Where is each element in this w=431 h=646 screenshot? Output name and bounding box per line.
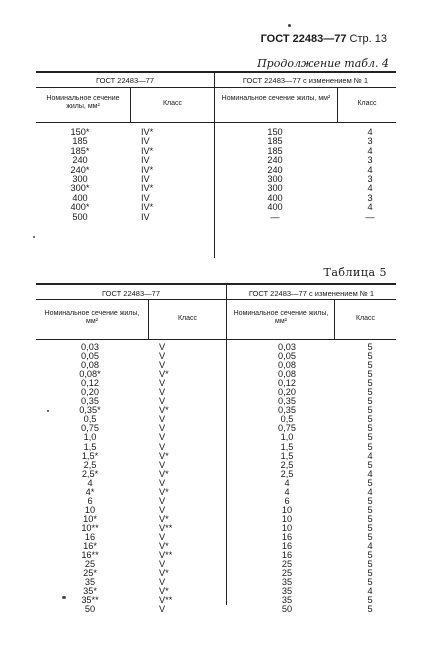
table-row: 25* V* 25 5 [83, 568, 373, 579]
group-header-left: ГОСТ 22483—77 [95, 76, 154, 85]
table-row: 2,5* V* 2,5 4 [81, 468, 373, 479]
column-header-section: Номинальное сечение жилы, мм² [46, 95, 120, 111]
table-row: 0,35 V 0,35 5 [81, 396, 373, 407]
table-row: 300* IV* 300 4 [70, 183, 373, 194]
group-header-right: ГОСТ 22483—77 с изменением № 1 [242, 76, 369, 85]
column-header-class: Класс [177, 315, 198, 322]
table-row: 2,5 V 2,5 5 [83, 459, 373, 470]
table-top-rule [36, 71, 396, 73]
table-row: 0,12 V 0,12 5 [81, 378, 373, 389]
table-row: 4 V 4 5 [87, 477, 373, 488]
print-speck [62, 596, 66, 599]
group-rule [36, 87, 396, 88]
table-row: 16** V** 16 5 [81, 550, 373, 561]
header-rule [36, 122, 396, 123]
table-row: 6 V 6 5 [87, 495, 373, 506]
table-row: 185* IV* 185 4 [70, 145, 373, 156]
page-number: Стр. 13 [349, 33, 387, 45]
table-row: 0,75 V 0,75 5 [81, 423, 373, 434]
table-row: 1,5* V* 1,5 4 [81, 450, 373, 461]
table-row: 0,03 V 0,03 5 [81, 342, 373, 352]
table-row: 150* IV* 150 4 [70, 127, 373, 137]
column-header-section: Номинальное сечение жилы, мм² [44, 310, 140, 326]
table-row: 25 V 25 5 [84, 559, 373, 570]
table-row: 0,5 V 0,5 5 [83, 414, 373, 425]
table-row: 240* IV* 240 4 [70, 164, 373, 175]
header-rule [36, 339, 396, 340]
standard-number: ГОСТ 22483—77 [260, 33, 347, 45]
table-row: 0,08* V* 0,08 5 [79, 369, 373, 380]
table-row: 300 IV 300 3 [72, 173, 373, 184]
table-row: 0,08 V 0,08 5 [81, 360, 373, 371]
table-row: 4* V* 4 4 [85, 486, 373, 497]
print-speck [47, 410, 49, 412]
page-header [261, 33, 387, 45]
group-header-left: ГОСТ 22483—77 [101, 289, 160, 298]
table-row: 35 V 35 5 [84, 577, 373, 588]
group-header-right: ГОСТ 22483—77 с изменением № 1 [248, 289, 375, 298]
table-row: 1,5 V 1,5 5 [83, 441, 373, 452]
table-top-rule [36, 283, 396, 285]
table-row: 400* IV* 400 4 [70, 202, 373, 213]
table-body [40, 128, 392, 222]
table-5-title: Таблица 5 [323, 266, 387, 279]
table-row: 10* V* 10 5 [83, 513, 373, 524]
column-header-section: Номинальное сечение жилы, мм² [233, 310, 329, 326]
table-row: 500 IV — — [72, 211, 375, 222]
table-row: 16* V* 16 4 [83, 541, 373, 552]
print-speck [288, 24, 291, 27]
table-body [40, 343, 392, 614]
column-header-section: Номинальное сечение жилы, мм² [221, 95, 331, 102]
print-speck [33, 236, 35, 238]
group-rule [36, 299, 396, 300]
table-row: 185 IV 185 3 [72, 136, 373, 147]
table-row: 400 IV 400 3 [72, 192, 373, 203]
table-row: 35* V* 35 4 [83, 586, 373, 597]
continuation-title: Продолжение табл. 4 [257, 57, 389, 70]
table-row: 0,20 V 0,20 5 [81, 387, 373, 398]
column-header-class: Класс [355, 315, 376, 322]
table-row: 50 V 50 5 [84, 604, 373, 615]
table-row: 0,35* V* 0,35 5 [79, 405, 373, 416]
table-row: 10 V 10 5 [84, 504, 373, 515]
table-row: 35** V** 35 5 [81, 595, 373, 606]
table-row: 0,05 V 0,05 5 [81, 351, 373, 362]
table-row: 1,0 V 1,0 5 [83, 432, 373, 443]
table-row: 10** V** 10 5 [81, 522, 373, 533]
column-header-class: Класс [162, 100, 183, 107]
column-header-class: Класс [357, 100, 377, 107]
table-row: 240 IV 240 3 [72, 155, 373, 166]
table-row: 16 V 16 5 [84, 531, 373, 542]
